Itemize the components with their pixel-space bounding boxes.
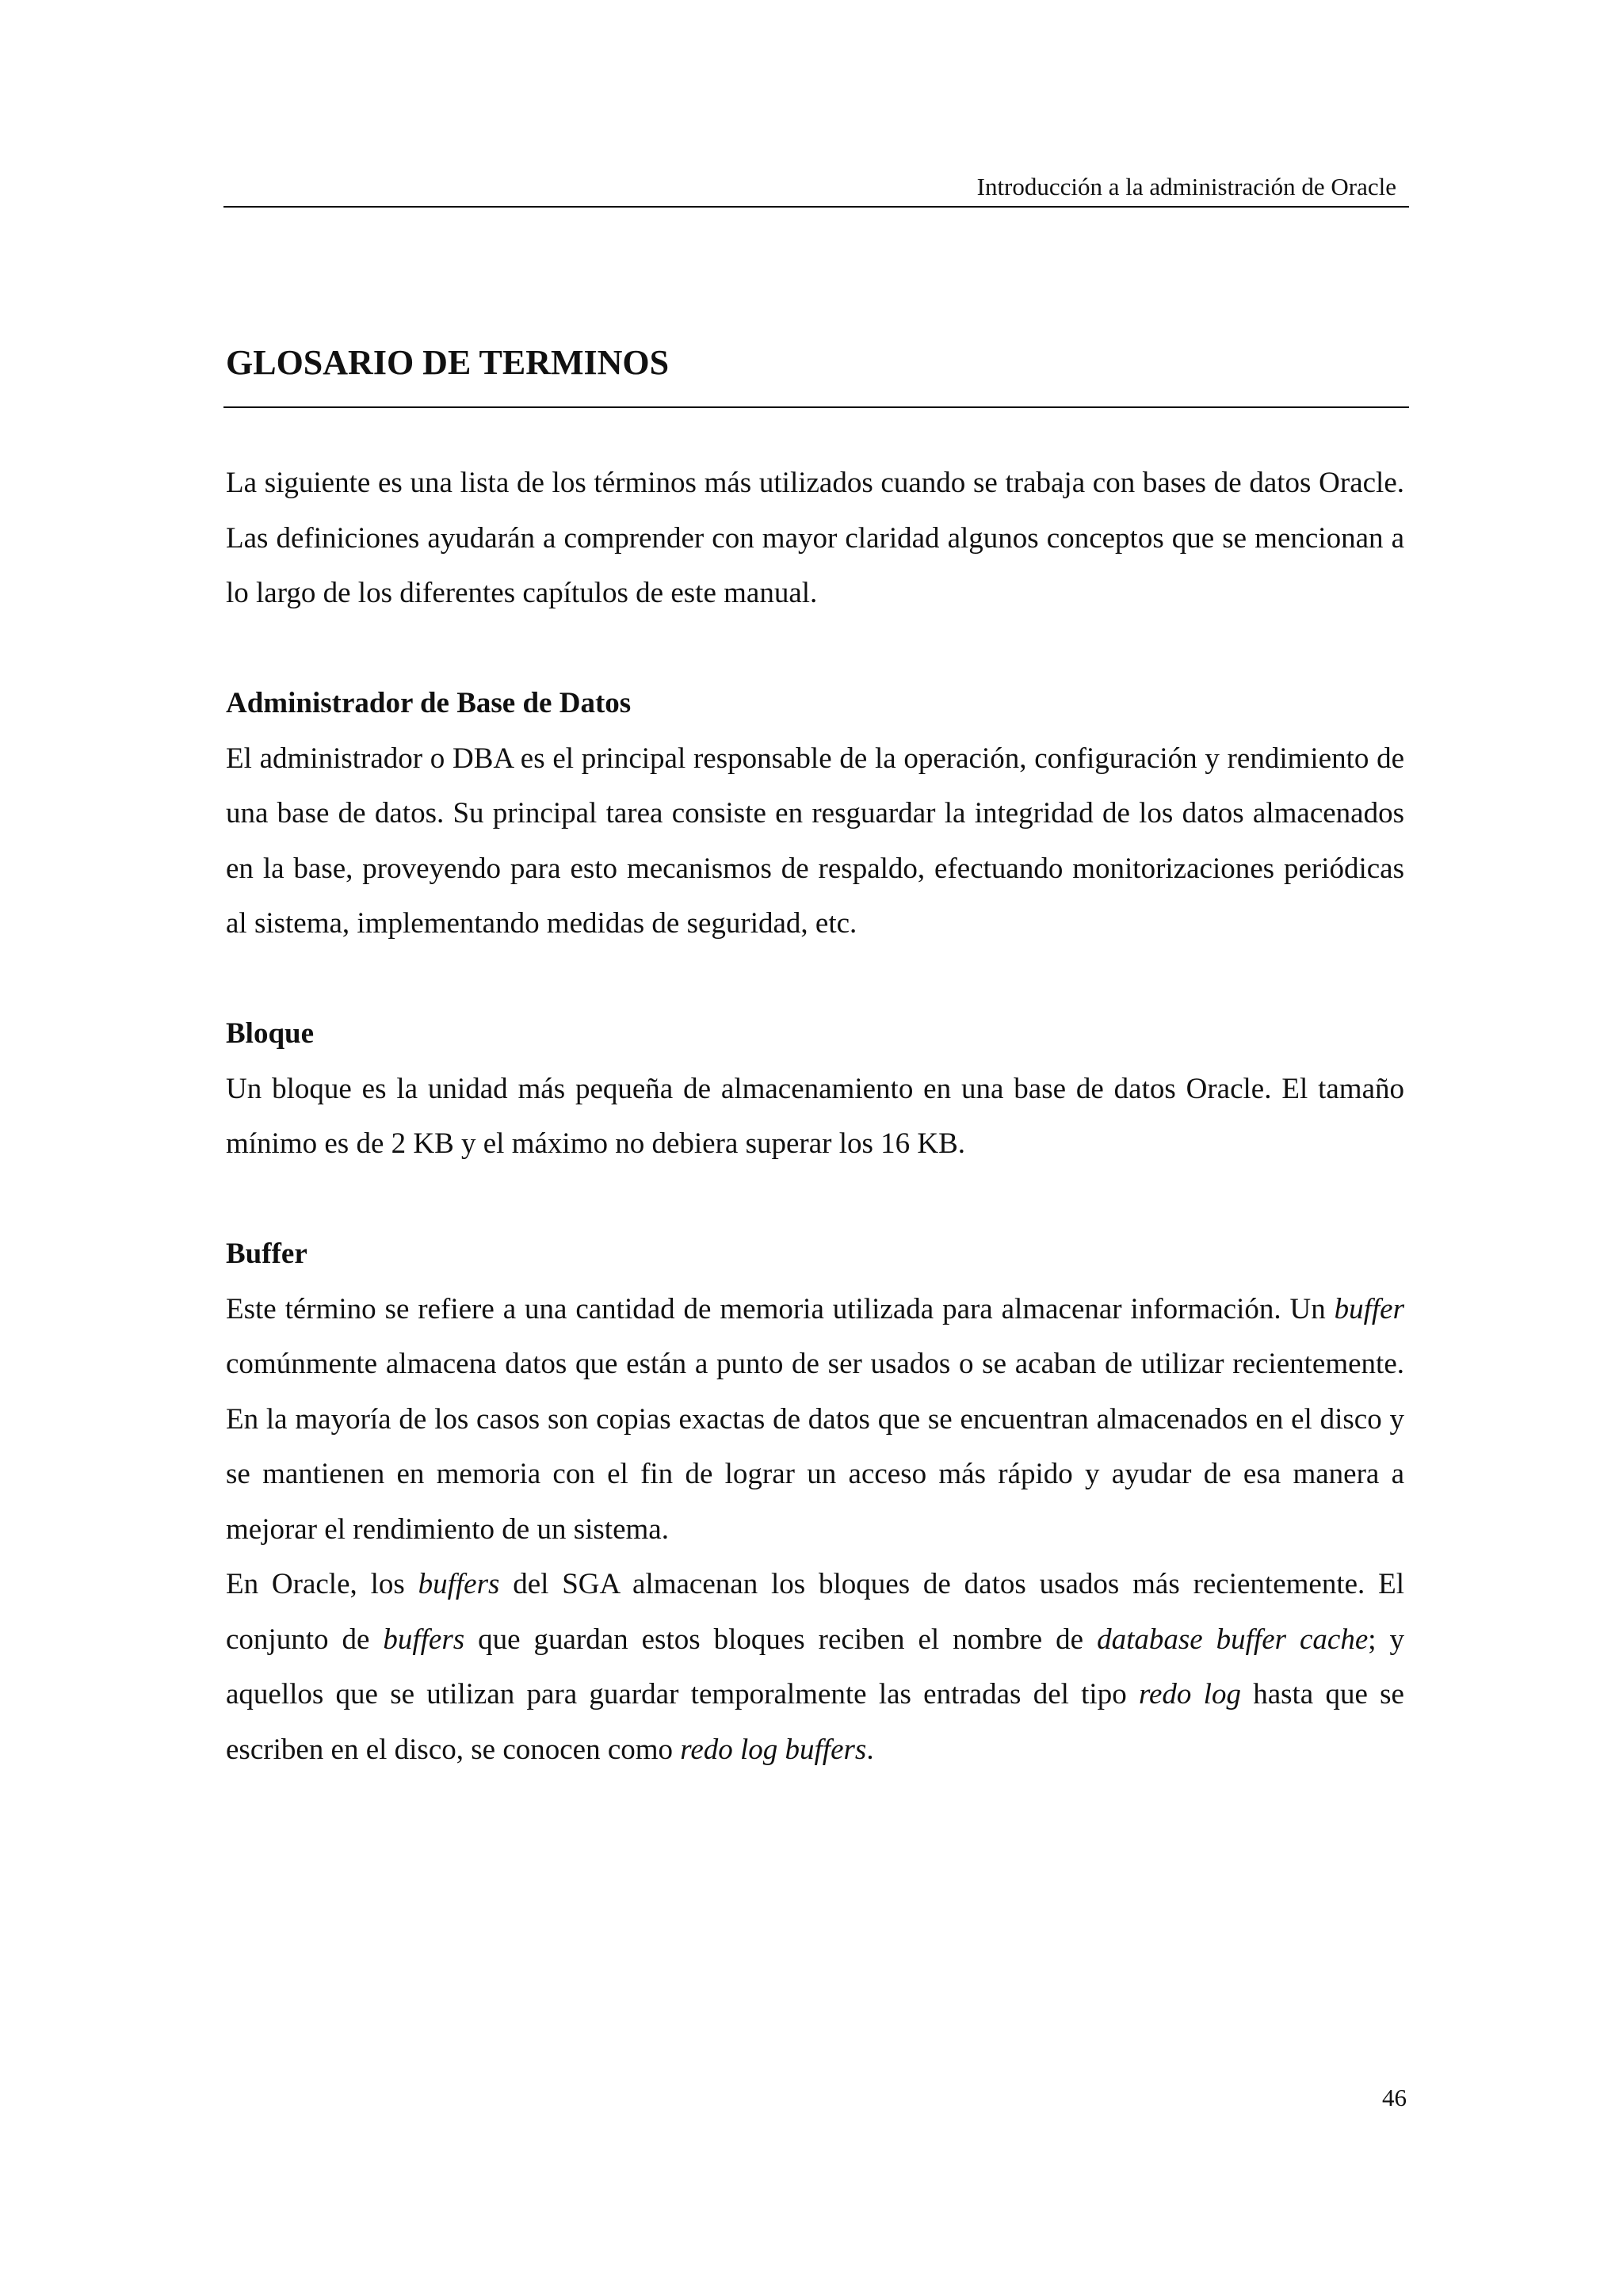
italic-term: buffers [383, 1623, 465, 1656]
italic-term: buffers [418, 1568, 500, 1600]
italic-term: redo log [1138, 1678, 1241, 1711]
italic-term: redo log buffers [680, 1733, 867, 1766]
document-body [226, 456, 1404, 1833]
glossary-term: Bloque [226, 1017, 315, 1050]
glossary-definition: En Oracle, los buffers del SGA almacenan los bloques de datos usados más recientemente. El conjunto de buffers que guardan estos bloques reciben el nombre de database buffer cache; y aquellos que se utilizan para guardar temporalmente las entradas del tipo redo log hasta que se escriben en el disco, se conocen como redo log buffers. [226, 1568, 1404, 1766]
page-number: 46 [1382, 2084, 1407, 2111]
glossary-entry [226, 1226, 1404, 1777]
page-title: GLOSARIO DE TERMINOS [226, 343, 670, 382]
glossary-entry [226, 676, 1404, 952]
glossary-definition: El administrador o DBA es el principal responsable de la operación, configuración y rendimiento de una base de datos. Su principal tarea consiste en resguardar la integridad de los datos almacenados en la base, proveyendo para esto mecanismos de respaldo, efectuando monitorizaciones periódicas al sistema, implementando medidas de seguridad, etc. [226, 742, 1404, 940]
glossary-definition: Un bloque es la unidad más pequeña de almacenamiento en una base de datos Oracle. El tamaño mínimo es de 2 KB y el máximo no debiera superar los 16 KB. [226, 1072, 1404, 1160]
title-rule [223, 406, 1409, 408]
running-header: Introducción a la administración de Oracle [976, 173, 1396, 200]
glossary-term: Administrador de Base de Datos [226, 687, 632, 719]
glossary-entry [226, 1006, 1404, 1172]
italic-term: database buffer cache [1097, 1623, 1369, 1656]
header-rule [223, 206, 1409, 208]
glossary-term: Buffer [226, 1238, 307, 1270]
italic-term: buffer [1334, 1292, 1404, 1325]
intro-paragraph: La siguiente es una lista de los términos más utilizados cuando se trabaja con bases de datos Oracle. Las definiciones ayudarán a comprender con mayor claridad algunos conceptos que se mencionan a lo largo de los diferentes capítulos de este manual. [226, 467, 1404, 609]
glossary-definition: Este término se refiere a una cantidad de memoria utilizada para almacenar información. Un buffer comúnmente almacena datos que están a punto de ser usados o se acaban de utilizar recientemente. En la mayoría de los casos son copias exactas de datos que se encuentran almacenados en el disco y se mantienen en memoria con el fin de lograr un acceso más rápido y ayudar de esa manera a mejorar el rendimiento de un sistema. [226, 1292, 1404, 1546]
